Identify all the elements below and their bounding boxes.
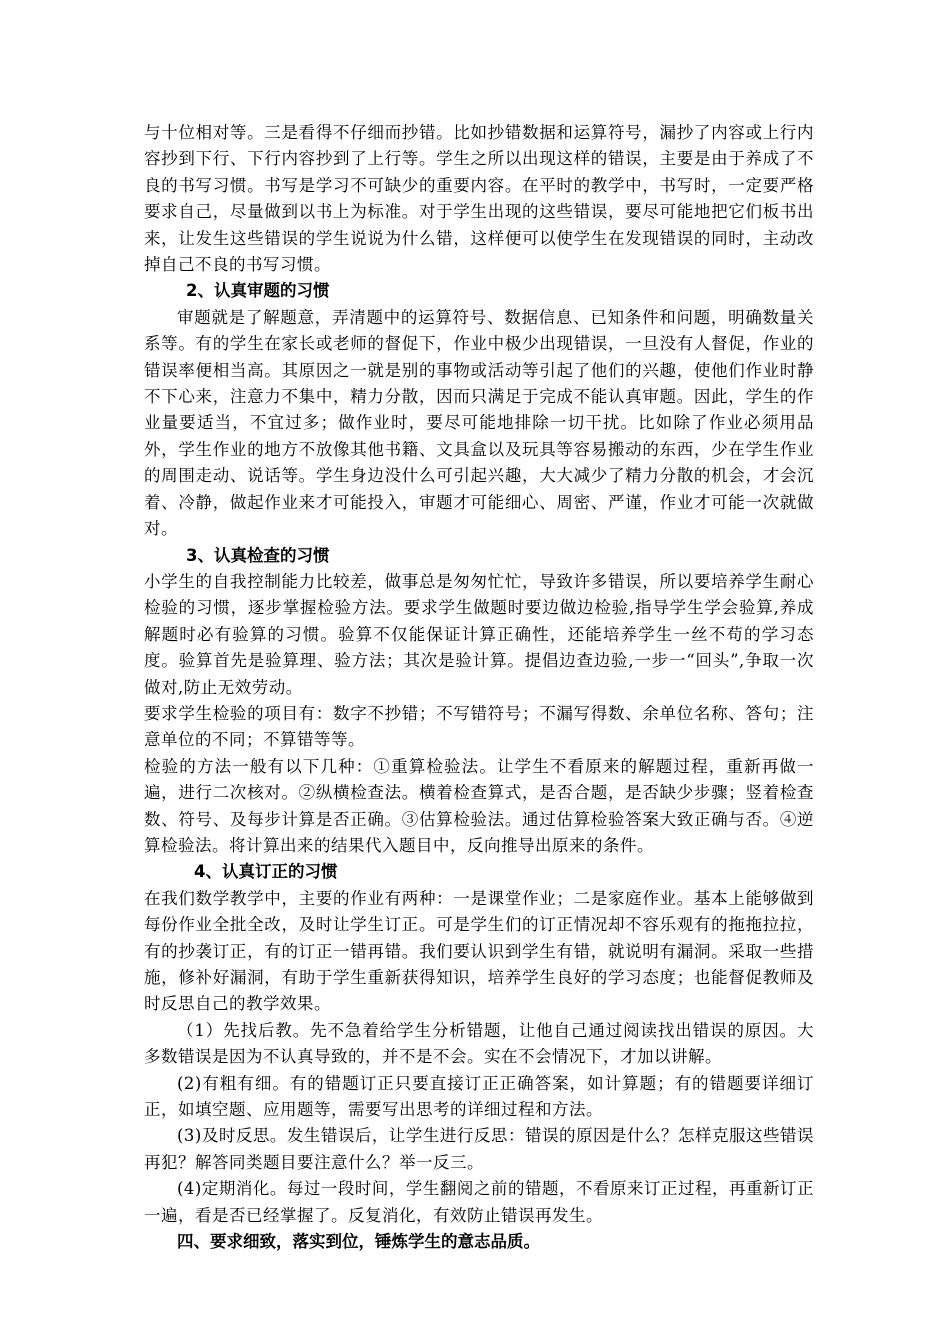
paragraph-correction-step-1: （1）先找后教。先不急着给学生分析错题，让他自己通过阅读找出错误的原因。大多数错误是因为不认真导致的，并不是不会。实在不会情况下，才加以讲解。 [144, 1020, 814, 1067]
paragraph-correction-step-3: (3)及时反思。发生错误后，让学生进行反思：错误的原因是什么？怎样克服这些错误再犯？解答同类题目要注意什么？举一反三。 [144, 1126, 814, 1172]
paragraph-checking-intro: 小学生的自我控制能力比较差，做事总是匆匆忙忙，导致许多错误，所以要培养学生耐心检验的习惯，逐步掌握检验方法。要求学生做题时要边做边检验,指导学生学会验算,养成解题时必有验算的习惯。验算不仅能保证计算正确性，还能培养学生一丝不苟的学习态度。验算首先是验算理、验方法；其次是验计算。提倡边查边验,一步一“回头”,争取一次做对,防止无效劳动。 [144, 571, 814, 697]
heading-checking-habit: 3、认真检查的习惯 [186, 545, 330, 565]
paragraph-review-question: 审题就是了解题意，弄清题中的运算符号、数据信息、已知条件和问题，明确数量关系等。有的学生在家长或老师的督促下，作业中极少出现错误，一旦没有人督促，作业的错误率便相当高。其原因之一就是别的事物或活动等引起了他们的兴趣，使他们作业时静不下心来，注意力不集中，精力分散，因而只满足于完成不能认真审题。因此，学生的作业量要适当，不宜过多；做作业时，要尽可能地排除一切干扰。比如除了作业必须用品外，学生作业的地方不放像其他书籍、文具盒以及玩具等容易搬动的东西，少在学生作业的周围走动、说话等。学生身边没什么可引起兴趣，大大减少了精力分散的机会，才会沉着、冷静，做起作业来才可能投入，审题才可能细心、周密、严谨，作业才可能一次就做对。 [144, 307, 814, 539]
document-body [144, 120, 814, 1255]
paragraph-correction-step-4: (4)定期消化。每过一段时间，学生翻阅之前的错题，不看原来订正过程，再重新订正一遍，看是否已经掌握了。反复消化，有效防止错误再发生。 [144, 1179, 814, 1225]
paragraph-writing-habits-end: 与十位相对等。三是看得不仔细而抄错。比如抄错数据和运算符号，漏抄了内容或上行内容抄到下行、下行内容抄到了上行等。学生之所以出现这样的错误，主要是由于养成了不良的书写习惯。书写是学习不可缺少的重要内容。在平时的教学中，书写时，一定要严格要求自己，尽量做到以书上为标准。对于学生出现的这些错误，要尽可能地把它们板书出来，让发生这些错误的学生说说为什么错，这样便可以使学生在发现错误的同时，主动改掉自己不良的书写习惯。 [144, 123, 814, 275]
paragraph-checking-methods: 检验的方法一般有以下几种：①重算检验法。让学生不看原来的解题过程，重新再做一遍，进行二次核对。②纵横检查法。横着检查算式，是否合题，是否缺少步骤；竖着检查数、符号、及每步计算是否正确。③估算检验法。通过估算检验答案大致正确与否。④逆算检验法。将计算出来的结果代入题目中，反向推导出原来的条件。 [144, 756, 814, 855]
paragraph-correction-intro: 在我们数学教学中，主要的作业有两种：一是课堂作业；二是家庭作业。基本上能够做到每份作业全批全改，及时让学生订正。可是学生们的订正情况却不容乐观有的拖拖拉拉，有的抄袭订正，有的订正一错再错。我们要认识到学生有错，就说明有漏洞。采取一些措施，修补好漏洞，有助于学生重新获得知识，培养学生良好的学习态度；也能督促教师及时反思自己的教学效果。 [144, 888, 814, 1014]
paragraph-correction-step-2: (2)有粗有细。有的错题订正只要直接订正正确答案，如计算题；有的错题要详细订正，如填空题、应用题等，需要写出思考的详细过程和方法。 [144, 1073, 814, 1120]
paragraph-checking-items: 要求学生检验的项目有：数字不抄错；不写错符号；不漏写得数、余单位名称、答句；注意单位的不同；不算错等等。 [144, 703, 814, 750]
heading-correction-habit: 4、认真订正的习惯 [194, 862, 338, 882]
heading-review-question-habit: 2、认真审题的习惯 [186, 281, 330, 301]
heading-section-four: 四、要求细致，落实到位，锤炼学生的意志品质。 [177, 1232, 540, 1252]
